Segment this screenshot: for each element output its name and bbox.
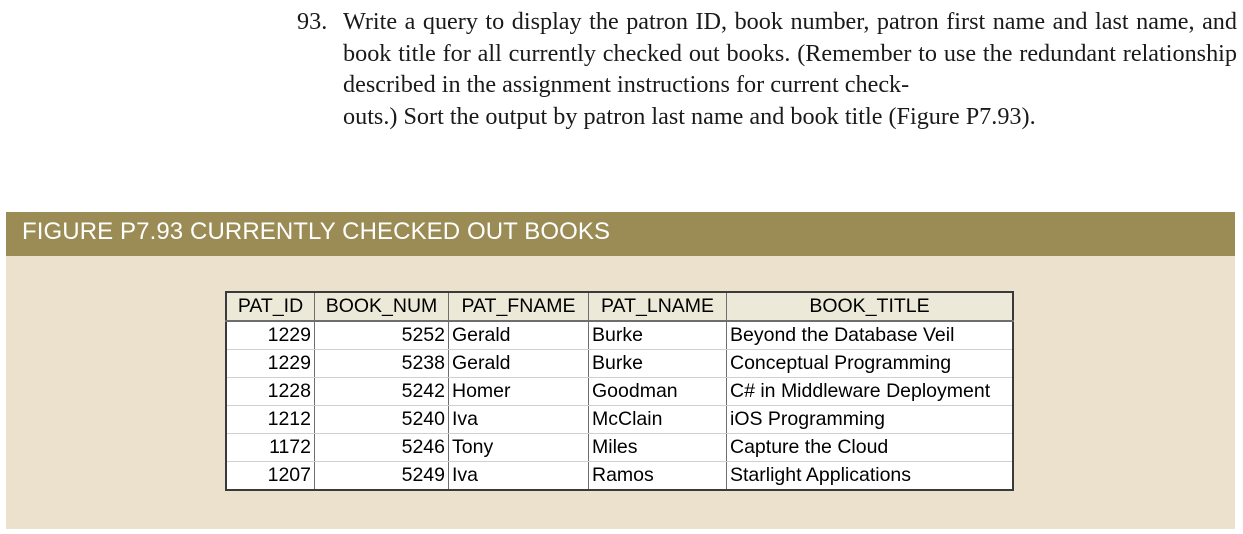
cell-pat-lname: Burke <box>589 350 727 378</box>
cell-book-num: 5252 <box>315 321 449 350</box>
table-row <box>226 434 1013 462</box>
cell-pat-fname: Gerald <box>449 350 589 378</box>
cell-pat-lname: Ramos <box>589 462 727 491</box>
results-table <box>225 291 1014 491</box>
cell-pat-id: 1229 <box>226 321 315 350</box>
cell-pat-lname: Burke <box>589 321 727 350</box>
cell-book-num: 5238 <box>315 350 449 378</box>
cell-pat-fname: Iva <box>449 462 589 491</box>
cell-book-title: iOS Programming <box>727 406 1014 434</box>
table-row <box>226 406 1013 434</box>
column-header-book-title[interactable]: BOOK_TITLE <box>727 292 1014 321</box>
question-93 <box>297 6 1237 132</box>
column-header-book-num[interactable]: BOOK_NUM <box>315 292 449 321</box>
cell-pat-id: 1228 <box>226 378 315 406</box>
cell-book-num: 5249 <box>315 462 449 491</box>
cell-pat-id: 1207 <box>226 462 315 491</box>
column-header-pat-fname[interactable]: PAT_FNAME <box>449 292 589 321</box>
table-row <box>226 378 1013 406</box>
cell-book-num: 5246 <box>315 434 449 462</box>
cell-pat-lname: Goodman <box>589 378 727 406</box>
cell-book-title: Capture the Cloud <box>727 434 1014 462</box>
question-text-end: outs.) Sort the output by patron last name and book title (Figure P7.93). <box>343 102 1036 130</box>
cell-book-title: Starlight Applications <box>727 462 1014 491</box>
table-row <box>226 462 1013 491</box>
cell-book-num: 5242 <box>315 378 449 406</box>
cell-book-title: C# in Middleware Deployment <box>727 378 1014 406</box>
table-row <box>226 321 1013 350</box>
column-header-pat-lname[interactable]: PAT_LNAME <box>589 292 727 321</box>
cell-pat-fname: Iva <box>449 406 589 434</box>
cell-pat-fname: Tony <box>449 434 589 462</box>
cell-pat-id: 1172 <box>226 434 315 462</box>
column-header-pat-id[interactable]: PAT_ID <box>226 292 315 321</box>
cell-pat-id: 1212 <box>226 406 315 434</box>
question-number: 93. <box>297 8 328 35</box>
cell-pat-fname: Gerald <box>449 321 589 350</box>
question-text-main: Write a query to display the patron ID, book number, patron first name and last name, and book title for all currently checked out books. (Remember to use the redundant relationship described in the assignment instructions for current check- <box>343 8 1237 98</box>
cell-book-num: 5240 <box>315 406 449 434</box>
cell-pat-id: 1229 <box>226 350 315 378</box>
question-text <box>343 6 1237 132</box>
cell-pat-lname: McClain <box>589 406 727 434</box>
figure-title-bar <box>6 212 1235 256</box>
figure-title: FIGURE P7.93 CURRENTLY CHECKED OUT BOOKS <box>22 218 611 245</box>
cell-pat-lname: Miles <box>589 434 727 462</box>
cell-book-title: Beyond the Database Veil <box>727 321 1014 350</box>
cell-pat-fname: Homer <box>449 378 589 406</box>
table-row <box>226 350 1013 378</box>
cell-book-title: Conceptual Programming <box>727 350 1014 378</box>
table-header-row <box>226 292 1013 321</box>
